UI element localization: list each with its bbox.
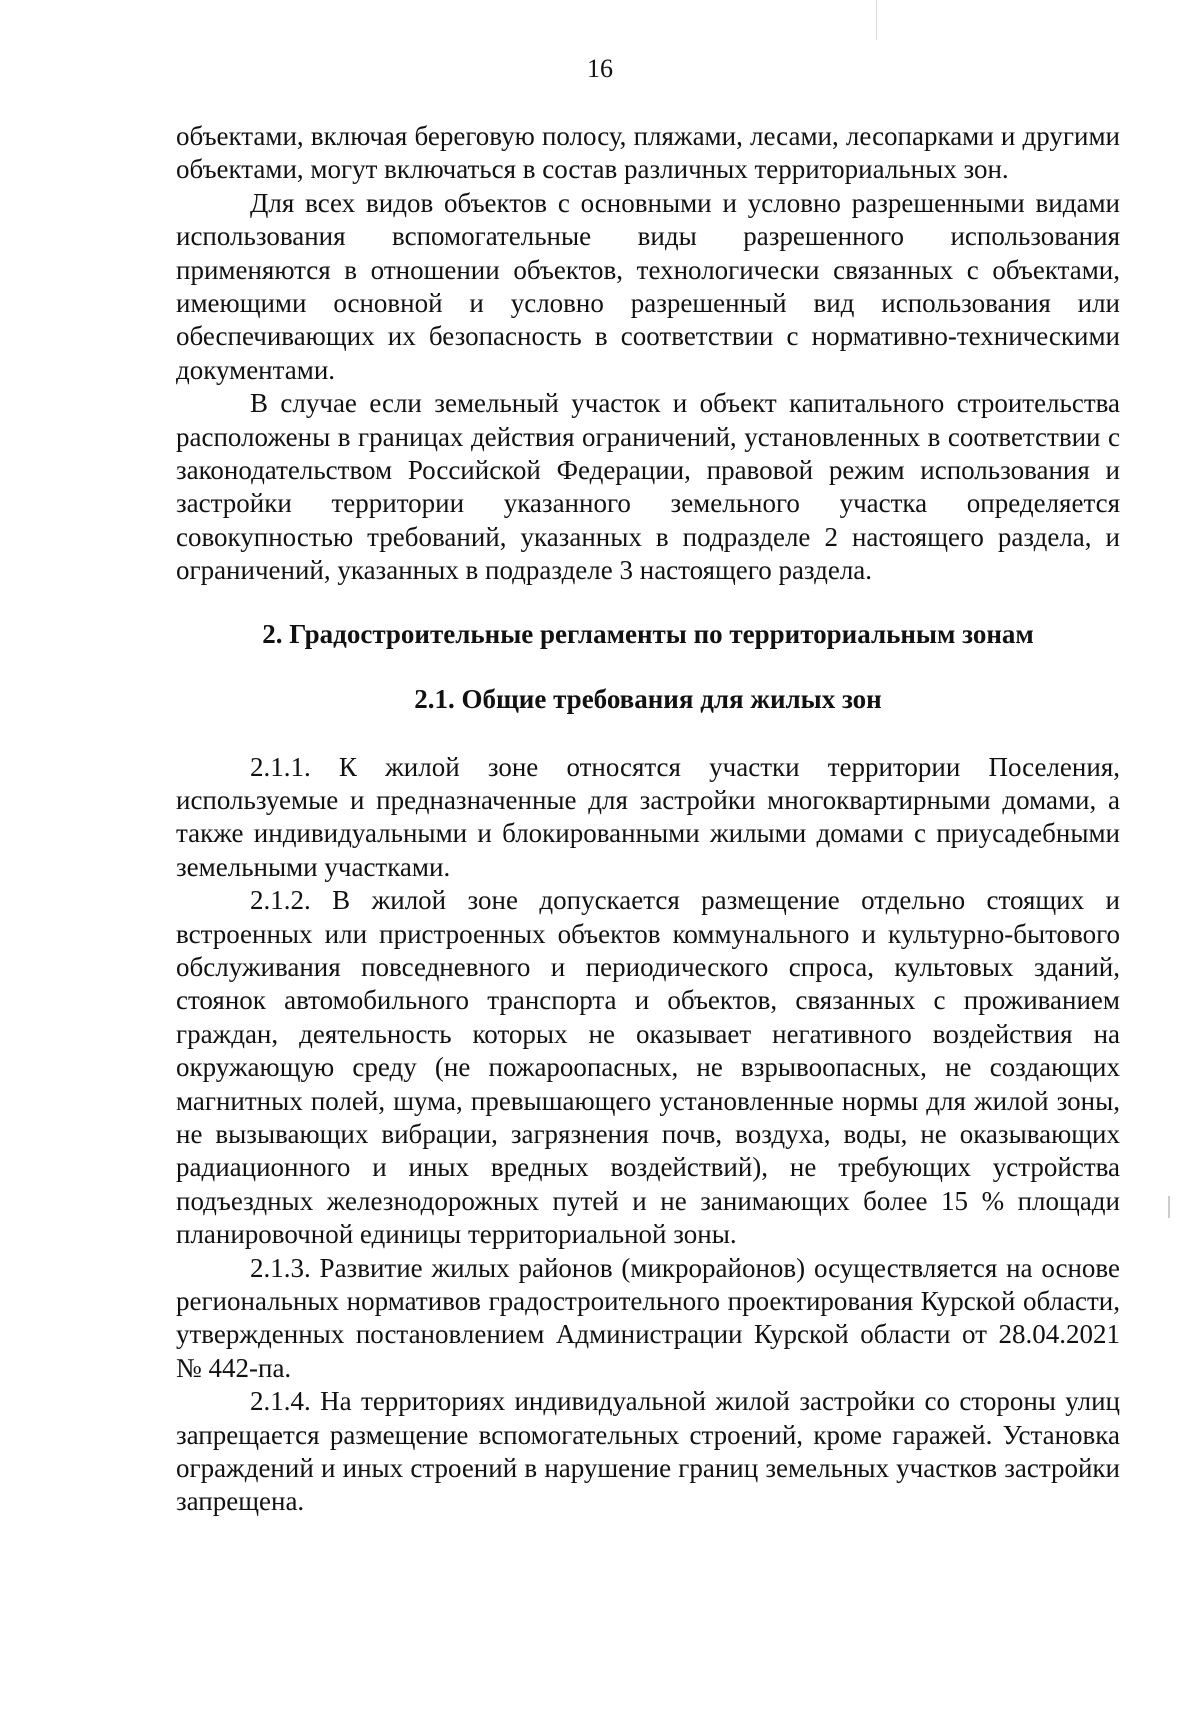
scan-artifact	[1168, 1196, 1170, 1218]
paragraph: 2.1.3. Развитие жилых районов (микрорайонов) осуществляется на основе региональных нормативов градостроительного проектирования Курской области, утвержденных постановлением Администрации Курской области от 28.04.2021 № 442-па.	[176, 1252, 1120, 1383]
paragraph: 2.1.1. К жилой зоне относятся участки территории Поселения, используемые и предназначенные для застройки многоквартирными домами, а также индивидуальными и блокированными жилыми домами с приусадебными земельными участками.	[176, 751, 1120, 882]
page-number: 16	[587, 54, 613, 83]
paragraph: 2.1.4. На территориях индивидуальной жилой застройки со стороны улиц запрещается размещение вспомогательных строений, кроме гаражей. Установка ограждений и иных строений в нарушение границ земельных участков застройки запрещена.	[176, 1386, 1120, 1517]
paragraph: Для всех видов объектов с основными и условно разрешенными видами использования вспомогательные виды разрешенного использования применяются в отношении объектов, технологически связанных с объектами, имеющими основной и условно разрешенный вид использования или обеспечивающих их безопасность в соответствии с нормативно-техническими документами.	[176, 187, 1120, 385]
subsection-heading: 2.1. Общие требования для жилых зон	[414, 684, 882, 715]
paragraph: объектами, включая береговую полосу, пляжами, лесами, лесопарками и другими объектами, могут включаться в состав различных территориальных зон.	[176, 121, 1120, 185]
section-heading: 2. Градостроительные регламенты по территориальным зонам	[262, 618, 1034, 649]
scan-artifact	[876, 0, 877, 40]
document-body	[176, 120, 1120, 1519]
paragraph: 2.1.2. В жилой зоне допускается размещение отдельно стоящих и встроенных или пристроенных объектов коммунального и культурно-бытового обслуживания повседневного и периодического спроса, культовых зданий, стоянок автомобильного транспорта и объектов, связанных с проживанием граждан, деятельность которых не оказывает негативного воздействия на окружающую среду (не пожароопасных, не взрывоопасных, не создающих магнитных полей, шума, превышающего установленные нормы для жилой зоны, не вызывающих вибрации, загрязнения почв, воздуха, воды, не оказывающих радиационного и иных вредных воздействий), не требующих устройства подъездных железнодорожных путей и не занимающих более 15 % площади планировочной единицы территориальной зоны.	[176, 885, 1120, 1250]
paragraph: В случае если земельный участок и объект капитального строительства расположены в границах действия ограничений, установленных в соответствии с законодательством Российской Федерации, правовой режим использования и застройки территории указанного земельного участка определяется совокупностью требований, указанных в подразделе 2 настоящего раздела, и ограничений, указанных в подразделе 3 настоящего раздела.	[176, 388, 1120, 586]
